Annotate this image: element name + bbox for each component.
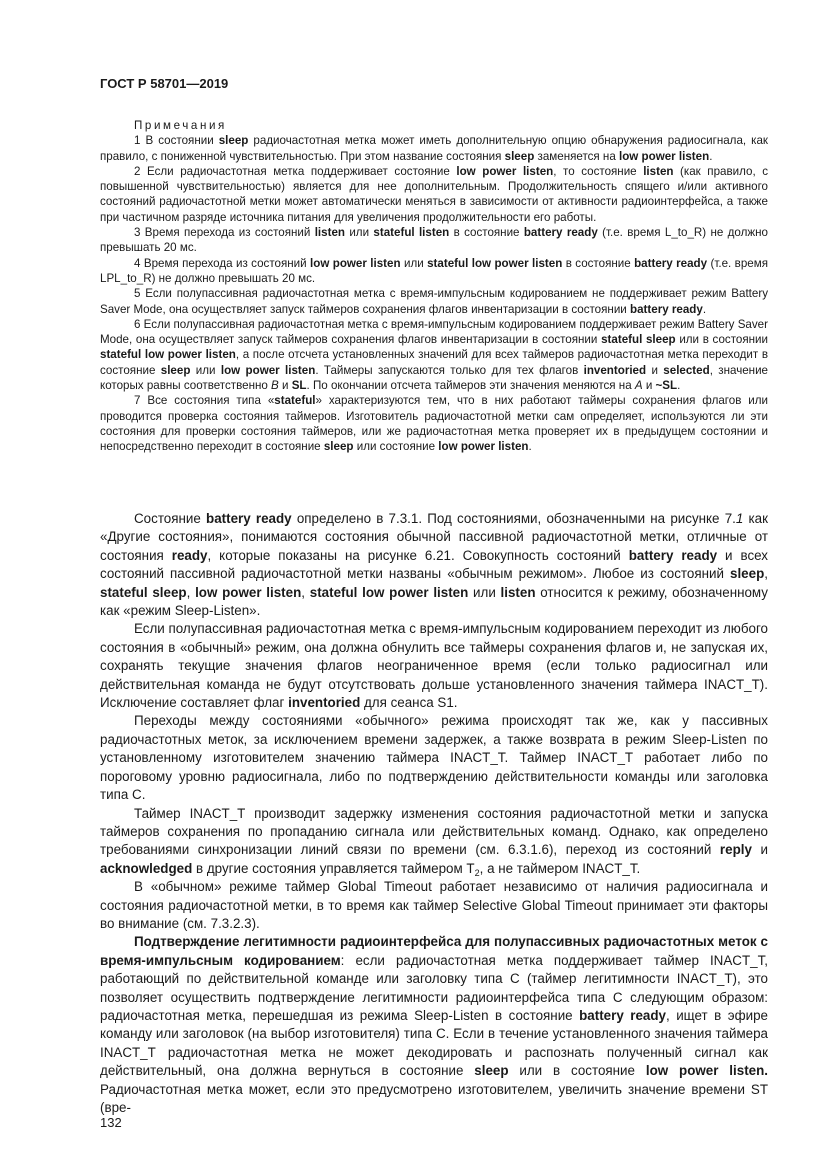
bold-text: battery ready — [634, 256, 708, 270]
body-paragraph — [100, 620, 768, 712]
text-run: В «обычном» режиме таймер Global Timeout работает независимо от наличия радиосигнала и состояния радиочастотной метки, в то время как таймер Selective Global Timeout принимает эти факторы во внимание (см. 7.3.2.3). — [100, 879, 768, 931]
bold-text: selected — [663, 363, 710, 377]
body-paragraph — [100, 712, 768, 804]
text-run: или — [190, 363, 221, 377]
text-run: . — [709, 149, 713, 163]
bold-text: ~SL — [655, 379, 678, 393]
bold-text: battery ready — [628, 547, 718, 563]
text-run: или состояние — [353, 440, 439, 454]
bold-text: stateful low power listen — [309, 584, 469, 600]
text-run: 5 Если полупассивная радиочастотная метка с время-импульсным кодированием не поддерживает режим Battery Saver Mode, она осуществляет запуск таймеров сохранения флагов инвентаризации в состоянии — [100, 287, 768, 316]
text-run: определено в 7.3.1. Под состояниями, обозначенными на рисунке 7. — [291, 511, 736, 526]
bold-text: battery ready — [523, 226, 598, 240]
text-run: радиочастотная метка может иметь дополнительную опцию обнаружения радиосигнала, как правило, с пониженной чувствительностью. При этом название состояния — [100, 134, 768, 163]
bold-text: sleep — [160, 363, 191, 377]
text-run: 2 Если радиочастотная метка поддерживает состояние — [134, 164, 457, 178]
bold-text: low power listen — [456, 164, 554, 178]
text-run: для сеанса S1. — [360, 695, 458, 711]
text-run: , то состояние — [553, 164, 644, 178]
text-run: в состояние — [449, 226, 524, 240]
note-item — [100, 256, 768, 287]
note-item — [100, 317, 768, 393]
bold-text: stateful — [274, 394, 316, 408]
bold-text: battery ready — [630, 302, 703, 316]
note-item — [100, 286, 768, 317]
notes-section — [100, 118, 768, 455]
text-run: в состояние — [562, 256, 635, 270]
subscript-text: 2 — [474, 867, 480, 878]
text-run: относится к режиму, обозначенному как «режим Sleep-Listen». — [100, 584, 768, 619]
text-run: как «Другие состояния», понимаются состояния обычной пассивной радиочастотной метки, отличные от состояния — [100, 511, 768, 563]
text-run: , значение которых равны соответственно — [100, 363, 769, 393]
text-run: . — [677, 379, 681, 393]
bold-text: sleep — [323, 440, 354, 454]
italic-text: 1 — [735, 511, 744, 526]
document-header: ГОСТ Р 58701—2019 — [100, 76, 229, 91]
bold-text: SL — [291, 379, 307, 393]
text-run: , — [301, 584, 310, 600]
body-paragraph — [100, 805, 768, 879]
text-run: , которые показаны на рисунке 6.21. Совокупность состояний — [207, 547, 629, 563]
text-run: (т.е. время L_to_R) не должно превышать 20 мс. — [100, 226, 768, 255]
text-run: 3 Время перехода из состояний — [134, 226, 315, 240]
bold-text: low power listen — [220, 363, 316, 377]
text-run: , — [764, 566, 768, 582]
text-run: или — [400, 256, 428, 270]
text-run: или в состоянии — [675, 333, 768, 347]
text-run: » характеризуются тем, что в них работают таймеры сохранения флагов или проводится проверка состояния таймеров. Изготовитель радиочастотной метки сам определяет, используются ли эти состояния для проверки состояния таймеров, или же радиочастотная метка проверяет их в предыдущем состоянии и непосредственно переходит в состояние — [100, 394, 768, 454]
bold-text: listen — [500, 584, 536, 600]
bold-text: stateful low power listen — [100, 348, 236, 362]
note-item — [100, 225, 768, 256]
notes-list — [100, 133, 768, 454]
bold-text: low power listen — [310, 256, 401, 270]
text-run: . Таймеры запускаются только для тех флагов — [315, 363, 584, 377]
bold-text: sleep — [504, 149, 535, 163]
bold-text: low power listen — [619, 149, 710, 163]
page-number: 132 — [100, 1115, 122, 1130]
text-run: 7 Все состояния типа « — [134, 394, 275, 408]
text-run: Таймер INACT_T производит задержку изменения состояния радиочастотной метки и запуска таймеров сохранения по пропаданию сигнала или действительных команд. Однако, как определено требованиями синхронизации линий связи по времени (см. 6.3.1.6), переход из состояний — [100, 805, 768, 858]
bold-text: sleep — [730, 566, 765, 582]
text-run: и — [751, 842, 768, 858]
text-run: и — [642, 379, 656, 393]
text-run: и — [278, 379, 292, 393]
note-item — [100, 133, 768, 164]
bold-text: listen — [643, 164, 674, 178]
italic-text: B — [271, 379, 279, 393]
bold-text: stateful listen — [373, 226, 450, 240]
text-run: : если радиочастотная метка поддерживает таймер INACT_T, работающий по действительной команде или заголовку типа С (таймер легитимности INACT_T), это позволяет осуществить подтверждение легитимности радиоинтерфейса типа С следующим образом: радиочастотная метка, перешедшая из режима Sleep-Listen в состояние — [100, 952, 768, 1023]
text-run: , ищет в эфире команду или заголовок (на выбор изготовителя) типа С. Если в течение установленного значения таймера INACT_T радиочастотная метка не может декодировать и распознать полученный сигнал как действительный, она должна вернуться в состояние — [100, 1007, 768, 1079]
text-run: 6 Если полупассивная радиочастотная метка с время-импульсным кодированием поддерживает режим Battery Saver Mode, она осуществляет запуск таймеров сохранения флагов инвентаризации в состоянии — [100, 317, 768, 347]
notes-title: Примечания — [134, 119, 227, 132]
bold-text: sleep — [474, 1063, 509, 1079]
text-run: и — [646, 363, 664, 377]
text-run: . — [702, 302, 707, 316]
text-run: . По окончании отсчета таймеров эти значения меняются на — [306, 379, 635, 393]
text-run: или — [344, 226, 374, 240]
text-run: 1 В состоянии — [134, 134, 219, 148]
bold-text: stateful sleep — [601, 333, 676, 347]
bold-text: battery ready — [206, 511, 292, 526]
body-paragraph — [100, 933, 768, 1117]
text-run: Если полупассивная радиочастотная метка с время-импульсным кодированием переходит из любого состояния в «обычный» режим, она должна обнулить все таймеры сохранения флагов и, не запуская их, сохранять текущие значения флагов неограниченное время (если только радиосигнал или действительная команда не будут отсутствовать дольше установленного значения таймера INACT_T). Исключение составляет флаг — [100, 621, 768, 711]
bold-text: acknowledged — [100, 860, 193, 876]
text-run: . — [528, 440, 532, 454]
text-run: в другие состояния управляется таймером T — [192, 860, 475, 876]
bold-text: listen — [314, 226, 345, 240]
main-text — [100, 510, 768, 1117]
text-run: , а не таймером INACT_T. — [479, 860, 641, 876]
note-item — [100, 164, 768, 225]
bold-text: inventoried — [288, 695, 361, 711]
bold-text: stateful low power listen — [427, 256, 563, 270]
bold-text: stateful sleep — [100, 584, 187, 600]
text-run: Состояние — [134, 511, 207, 526]
text-run: или в состояние — [508, 1063, 646, 1079]
text-run: (как правило, с повышенной чувствительностью) является для нее дополнительным. Продолжительность спящего и/или активного состояний радиочастотной метки может автоматически меняться в зависимости от активности радиоинтерфейса, а также при частичном разряде источника питания для увеличения продолжительности его работы. — [100, 164, 769, 224]
italic-text: A — [634, 379, 643, 393]
text-run: (т.е. время LPL_to_R) не должно превышать 20 мс. — [100, 256, 768, 285]
text-run: 4 Время перехода из состояний — [134, 256, 311, 270]
text-run: , а после отсчета установленных значений для всех таймеров радиочастотная метка переходит в состояние — [100, 348, 768, 377]
bold-text: ready — [171, 547, 208, 563]
bold-text: reply — [719, 842, 752, 858]
body-paragraph — [100, 510, 768, 620]
bold-text: low power listen — [195, 584, 302, 600]
text-run: Радиочастотная метка может, если это предусмотрено изготовителем, увеличить значение времени ST (вре- — [100, 1081, 768, 1115]
bold-text: inventoried — [583, 363, 647, 377]
text-run: и всех состояний пассивной радиочастотной метки названы «обычным режимом». Любое из состояний — [100, 547, 769, 582]
text-run: заменяется на — [534, 149, 619, 163]
note-item — [100, 393, 768, 454]
text-run: или — [468, 584, 501, 600]
text-run: , — [186, 584, 196, 600]
body-paragraph — [100, 878, 768, 933]
bold-text: low power listen. — [645, 1063, 768, 1079]
text-run: Переходы между состояниями «обычного» режима происходят так же, как у пассивных радиочастотных меток, за исключением времени задержек, а также возврата в режим Sleep-Listen по установленному изготовителем значению таймера INACT_T. Таймер INACT_T работает либо по пороговому уровню радиосигнала, либо по подтверждению действительности команды или заголовка типа С. — [100, 713, 768, 803]
bold-text: Подтверждение легитимности радиоинтерфейса для полупассивных радиочастотных меток с время-импульсным кодированием — [100, 934, 768, 968]
bold-text: battery ready — [579, 1007, 666, 1023]
bold-text: low power listen — [438, 440, 529, 454]
bold-text: sleep — [218, 134, 249, 148]
